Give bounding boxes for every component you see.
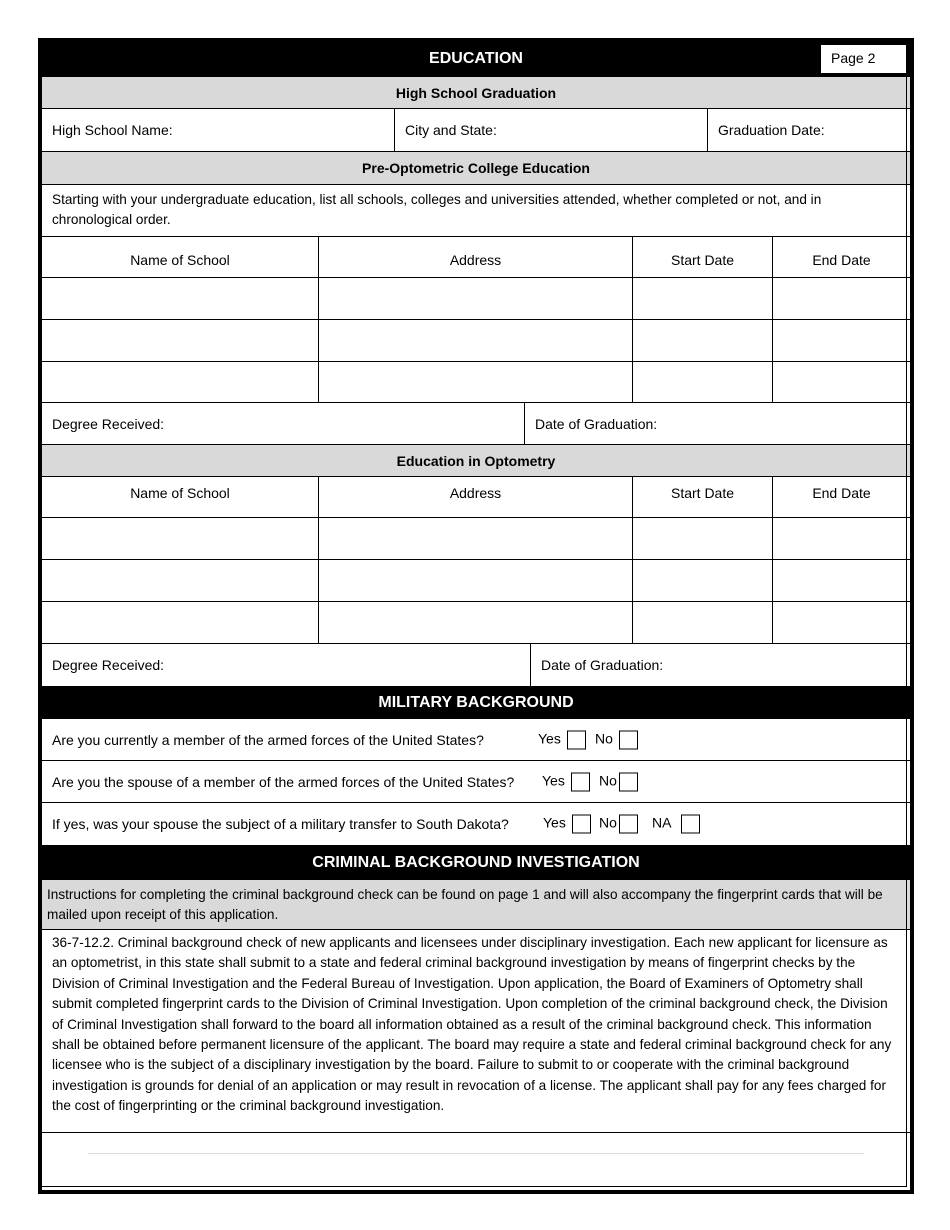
opt-col-start: Start Date [633,477,773,517]
high-school-name-label: High School Name: [52,122,173,138]
pre-opt-end-input-2[interactable] [773,320,910,361]
optometry-heading-bar [42,445,910,477]
military-q1-row [42,719,910,761]
military-q1-text: Are you currently a member of the armed forces of the United States? [52,731,484,748]
military-q2-text: Are you the spouse of a member of the armed forces of the United States? [52,773,515,790]
bottom-divider [88,1153,864,1154]
q3-no-option[interactable] [599,815,638,834]
pre-opt-end-input-3[interactable] [773,362,910,402]
pre-opt-col-address: Address [319,237,633,277]
pre-opt-date-grad-label: Date of Graduation: [535,415,658,432]
q3-no-label: No [599,814,617,831]
pre-opt-address-input-3[interactable] [319,362,633,402]
pre-opt-start-input-3[interactable] [633,362,773,402]
military-q2-row [42,761,910,803]
education-title: EDUCATION [429,50,523,67]
optometry-heading: Education in Optometry [396,452,556,469]
city-state-field[interactable] [395,109,708,151]
high-school-name-field[interactable] [42,109,395,151]
q3-no-checkbox[interactable] [619,815,638,834]
opt-start-input-2[interactable] [633,560,773,601]
q3-yes-option[interactable] [543,815,591,834]
high-school-row [42,109,910,152]
opt-col-name: Name of School [42,477,319,517]
page-label: Page 2 [831,50,876,66]
q2-no-checkbox[interactable] [619,772,638,791]
opt-school-input-1[interactable] [42,518,319,559]
opt-end-input-3[interactable] [773,602,910,643]
pre-opt-degree-label: Degree Received: [52,415,165,432]
opt-date-grad-label: Date of Graduation: [541,657,664,673]
q1-yes-checkbox[interactable] [567,730,586,749]
graduation-date-label: Graduation Date: [718,122,825,138]
form-frame [38,38,914,1194]
q3-na-option[interactable] [652,815,700,834]
opt-start-input-1[interactable] [633,518,773,559]
pre-opt-address-input-1[interactable] [319,278,633,319]
pre-opt-degree-row [42,403,910,445]
pre-opt-address-input-2[interactable] [319,320,633,361]
opt-school-input-2[interactable] [42,560,319,601]
pre-opt-start-input-1[interactable] [633,278,773,319]
opt-degree-label: Degree Received: [52,657,165,673]
pre-opt-col-start: Start Date [633,237,773,277]
pre-opt-date-grad-field[interactable] [525,403,910,444]
opt-degree-field[interactable] [42,644,531,686]
q1-no-checkbox[interactable] [619,730,638,749]
table-row [42,602,910,644]
table-row [42,278,910,320]
pre-opt-degree-field[interactable] [42,403,525,444]
criminal-instructions-row [42,880,910,930]
pre-opt-col-name: Name of School [42,237,319,277]
pre-opt-start-input-2[interactable] [633,320,773,361]
q3-yes-checkbox[interactable] [572,815,591,834]
table-row [42,320,910,362]
q3-na-label: NA [652,814,672,831]
pre-opt-school-input-3[interactable] [42,362,319,402]
pre-opt-end-input-1[interactable] [773,278,910,319]
q2-yes-label: Yes [542,772,565,789]
pre-opt-heading-bar [42,152,910,185]
q2-yes-checkbox[interactable] [571,772,590,791]
criminal-instructions: Instructions for completing the criminal background check can be found on page 1 and will also accompany the fingerprint cards that will be mailed upon receipt of this application. [47,887,883,923]
q3-na-checkbox[interactable] [681,815,700,834]
education-header [42,42,910,76]
opt-address-input-3[interactable] [319,602,633,643]
table-row [42,518,910,560]
opt-address-input-2[interactable] [319,560,633,601]
opt-start-input-3[interactable] [633,602,773,643]
optometry-degree-row [42,644,910,686]
military-q3-row [42,803,910,845]
q1-yes-option[interactable] [538,730,586,749]
q1-yes-label: Yes [538,730,561,747]
pre-opt-instructions: Starting with your undergraduate education, list all schools, colleges and universities attended, whether completed or not, and in chronological order. [52,192,822,228]
pre-opt-heading: Pre-Optometric College Education [362,160,590,176]
q2-no-label: No [599,772,617,789]
opt-col-address: Address [319,477,633,517]
military-q3-text: If yes, was your spouse the subject of a military transfer to South Dakota? [52,816,509,832]
q1-no-label: No [595,730,613,747]
pre-opt-col-end: End Date [812,252,871,268]
city-state-label: City and State: [405,122,497,138]
pre-opt-school-input-2[interactable] [42,320,319,361]
page-label-box [820,44,908,74]
q2-yes-option[interactable] [542,772,590,791]
criminal-heading-bar [42,845,910,880]
q3-yes-label: Yes [543,814,566,831]
pre-opt-instructions-row [42,185,910,237]
criminal-rule-row [42,930,910,1133]
high-school-heading-bar [42,76,910,109]
graduation-date-field[interactable] [708,109,910,151]
pre-opt-school-input-1[interactable] [42,278,319,319]
opt-col-end: End Date [812,485,871,501]
table-row [42,362,910,403]
opt-end-input-2[interactable] [773,560,910,601]
opt-address-input-1[interactable] [319,518,633,559]
optometry-column-headers [42,477,910,518]
opt-date-grad-field[interactable] [531,644,910,686]
criminal-heading: CRIMINAL BACKGROUND INVESTIGATION [312,853,640,871]
criminal-rule-text: 36-7-12.2. Criminal background check of new applicants and licensees under disciplinary investigation. Each new applicant for licensure as an optometrist, in this state shall submit to a state and federal criminal background investigation by means of fingerprint checks by the Division of Criminal Investigation and the Federal Bureau of Investigation. Upon application, the Board of Examiners of Optometry shall submit completed fingerprint cards to the Division of Criminal Investigation. Upon completion of the criminal background check, the Division of Criminal Investigation shall forward to the board all information obtained as a result of the criminal background check. This information shall be obtained before permanent licensure of the applicant. The board may require a state and federal criminal background check for any licensee who is the subject of a disciplinary investigation by the board. Failure to submit to or cooperate with the criminal background investigation is grounds for denial of an application or may result in revocation of a license. The applicant shall pay for any fees charged for the cost of fingerprinting or the criminal background investigation. [52,935,892,1114]
opt-end-input-1[interactable] [773,518,910,559]
q2-no-option[interactable] [599,772,638,791]
pre-opt-column-headers [42,237,910,278]
military-heading: MILITARY BACKGROUND [378,693,574,711]
military-heading-bar [42,686,910,719]
opt-school-input-3[interactable] [42,602,319,643]
q1-no-option[interactable] [595,730,638,749]
high-school-heading: High School Graduation [395,84,557,101]
table-row [42,560,910,602]
